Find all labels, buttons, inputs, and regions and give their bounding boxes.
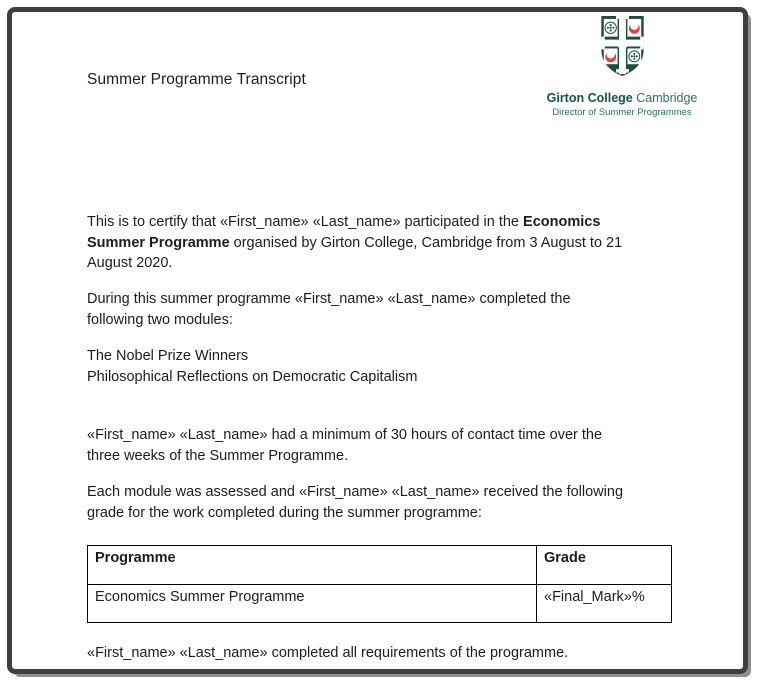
girton-college-logo (527, 14, 717, 119)
document-page (7, 7, 748, 674)
table-header-row (88, 546, 672, 585)
module-item: The Nobel Prize Winners (87, 348, 249, 364)
table-header-grade: Grade (537, 546, 672, 585)
college-name-bold: Girton College (546, 91, 633, 105)
grade-table (87, 545, 672, 623)
module-item: Philosophical Reflections on Democratic Capitalism (87, 368, 418, 385)
closing-paragraph: «First_name» «Last_name» completed all requirements of the programme. (87, 645, 569, 661)
table-row (88, 585, 672, 623)
assessment-paragraph (87, 482, 707, 523)
text-run: Each module was assessed and «First_name» «Last_name» received the following (87, 484, 624, 500)
college-name (547, 91, 698, 106)
text-run-bold: Economics (523, 214, 601, 230)
text-run: «First_name» «Last_name» had a minimum of 30 hours of contact time over the (87, 427, 603, 443)
grade-cell: «Final_Mark»% (537, 585, 672, 623)
text-run: organised by Girton College, Cambridge from 3 August to 21 (229, 234, 623, 251)
text-run: following two modules: (87, 311, 233, 328)
text-run: August 2020. (87, 255, 173, 272)
modules-list (87, 346, 707, 387)
college-name-rest: Cambridge (632, 91, 698, 105)
text-run: This is to certify that «First_name» «Last_name» participated in the (87, 214, 524, 230)
text-run: During this summer programme «First_name» «Last_name» completed the (87, 291, 571, 307)
text-run: grade for the work completed during the summer programme: (87, 504, 482, 521)
table-header-programme: Programme (88, 546, 537, 585)
during-paragraph (87, 289, 707, 330)
page-title: Summer Programme Transcript (87, 71, 306, 88)
text-run-bold: Summer Programme (87, 234, 230, 251)
college-subtitle: Director of Summer Programmes (552, 107, 692, 118)
girton-crest-icon (598, 14, 647, 77)
programme-cell: Economics Summer Programme (88, 585, 537, 623)
text-run: three weeks of the Summer Programme. (87, 447, 349, 464)
contact-hours-paragraph (87, 425, 707, 466)
certify-paragraph (87, 212, 707, 274)
